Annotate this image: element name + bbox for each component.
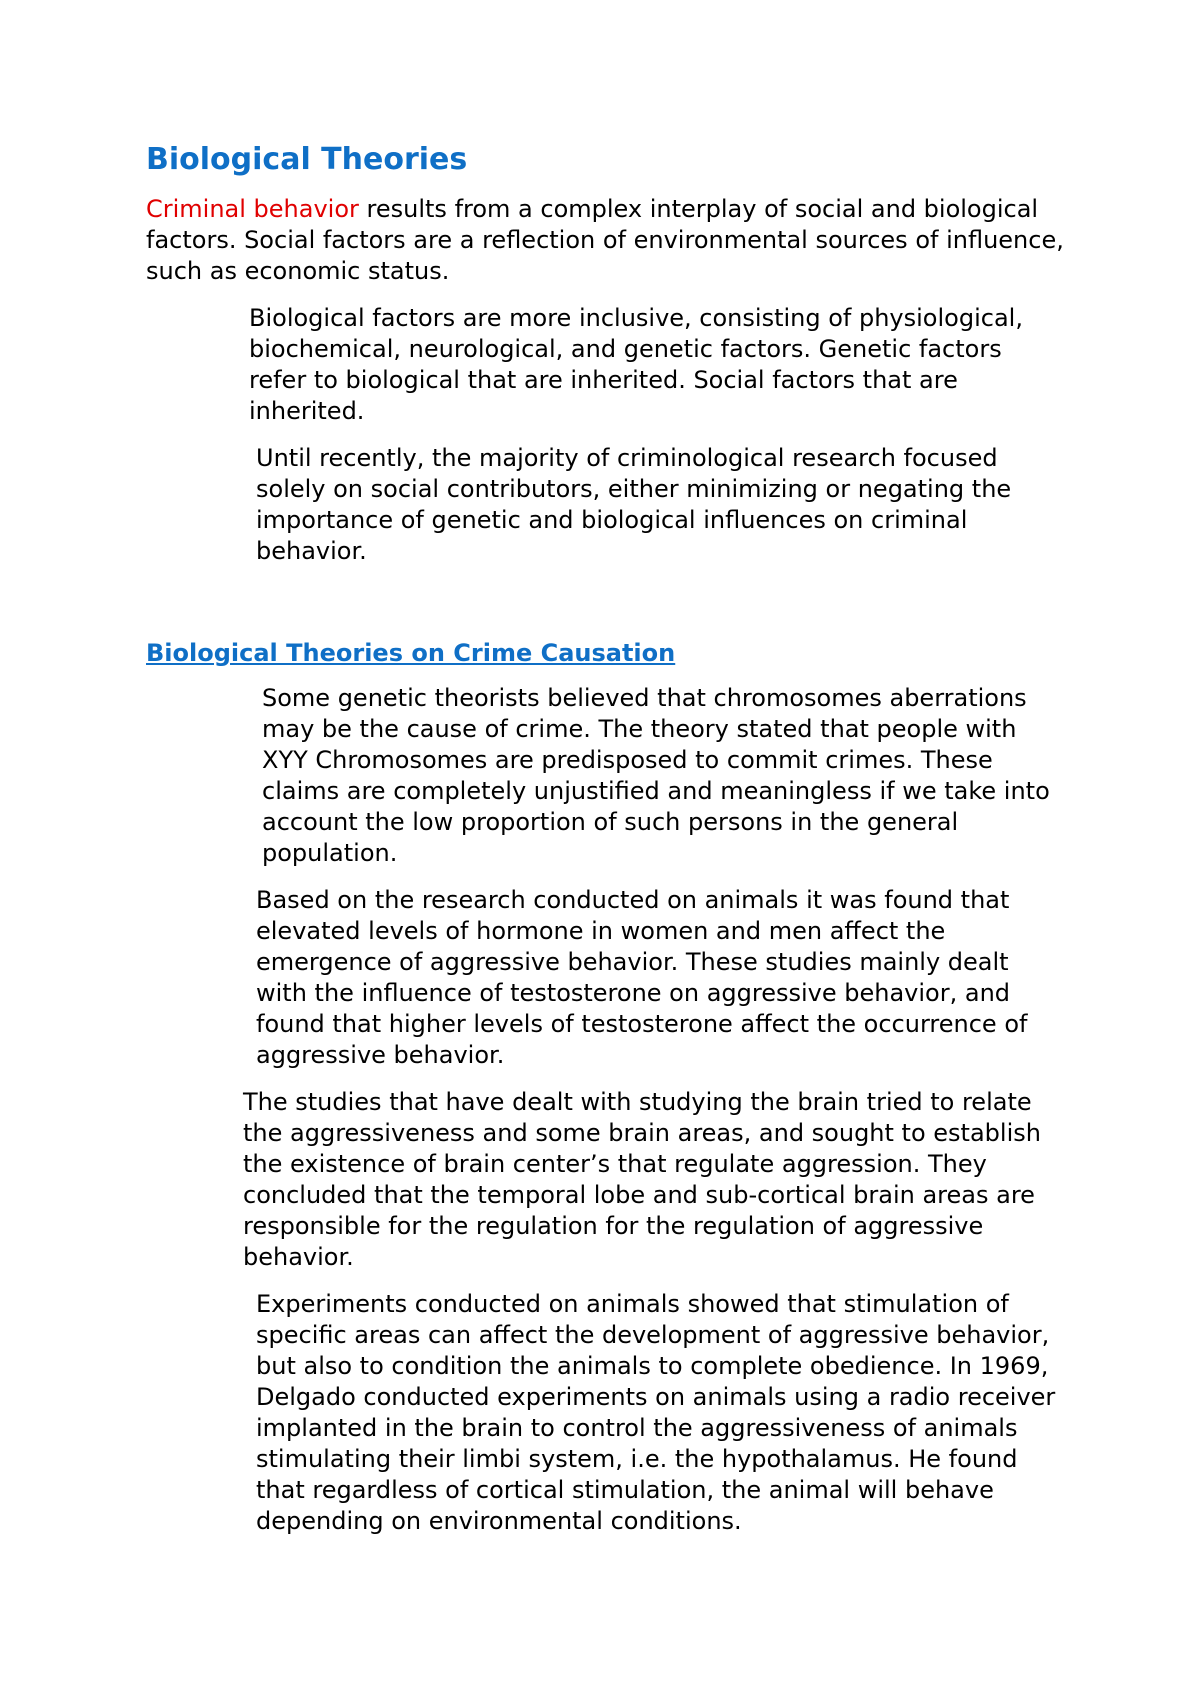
- spacer: [146, 583, 1066, 637]
- paragraph-hormones: Based on the research conducted on animals it was found that elevated levels of hormone in women and men affect the emergence of aggressive behavior. These studies mainly dealt with the influence of testosterone on aggressive behavior, and found that higher levels of testosterone affect the occurrence of aggressive behavior.: [256, 886, 1036, 1069]
- intro-paragraph: [146, 194, 1072, 287]
- page-title: Biological Theories: [146, 142, 468, 177]
- highlighted-term: Criminal behavior: [146, 195, 359, 223]
- section-heading[interactable]: Biological Theories on Crime Causation: [146, 639, 676, 667]
- paragraph-chromosomes: Some genetic theorists believed that chromosomes aberrations may be the cause of crime. The theory stated that people with XYY Chromosomes are predisposed to commit crimes. These claims are completely unjustified and meaningless if we take into account the low proportion of such persons in the general population.: [262, 684, 1058, 867]
- document-page: [146, 140, 1072, 1553]
- intro-text: results from a complex interplay of social and biological factors. Social factors are a reflection of environmental sources of influence, such as economic status.: [146, 195, 1072, 285]
- paragraph-criminological-research: Until recently, the majority of criminological research focused solely on social contributors, either minimizing or negating the importance of genetic and biological influences on criminal behavior.: [256, 444, 1019, 565]
- paragraph-animal-experiments: Experiments conducted on animals showed that stimulation of specific areas can affect the development of aggressive behavior, but also to condition the animals to complete obedience. In 1969, Delgado conducted experiments on animals using a radio receiver implanted in the brain to control the aggressiveness of animals stimulating their limbi system, i.e. the hypothalamus. He found that regardless of cortical stimulation, the animal will behave depending on environmental conditions.: [256, 1290, 1063, 1535]
- paragraph-biological-factors: Biological factors are more inclusive, consisting of physiological, biochemical, neurological, and genetic factors. Genetic factors refer to biological that are inherited. Social factors that are inherited.: [249, 304, 1031, 425]
- paragraph-brain-studies: The studies that have dealt with studying the brain tried to relate the aggressiveness and some brain areas, and sought to establish the existence of brain center’s that regulate aggression. They concluded that the temporal lobe and sub-cortical brain areas are responsible for the regulation for the regulation of aggressive behavior.: [243, 1088, 1049, 1271]
